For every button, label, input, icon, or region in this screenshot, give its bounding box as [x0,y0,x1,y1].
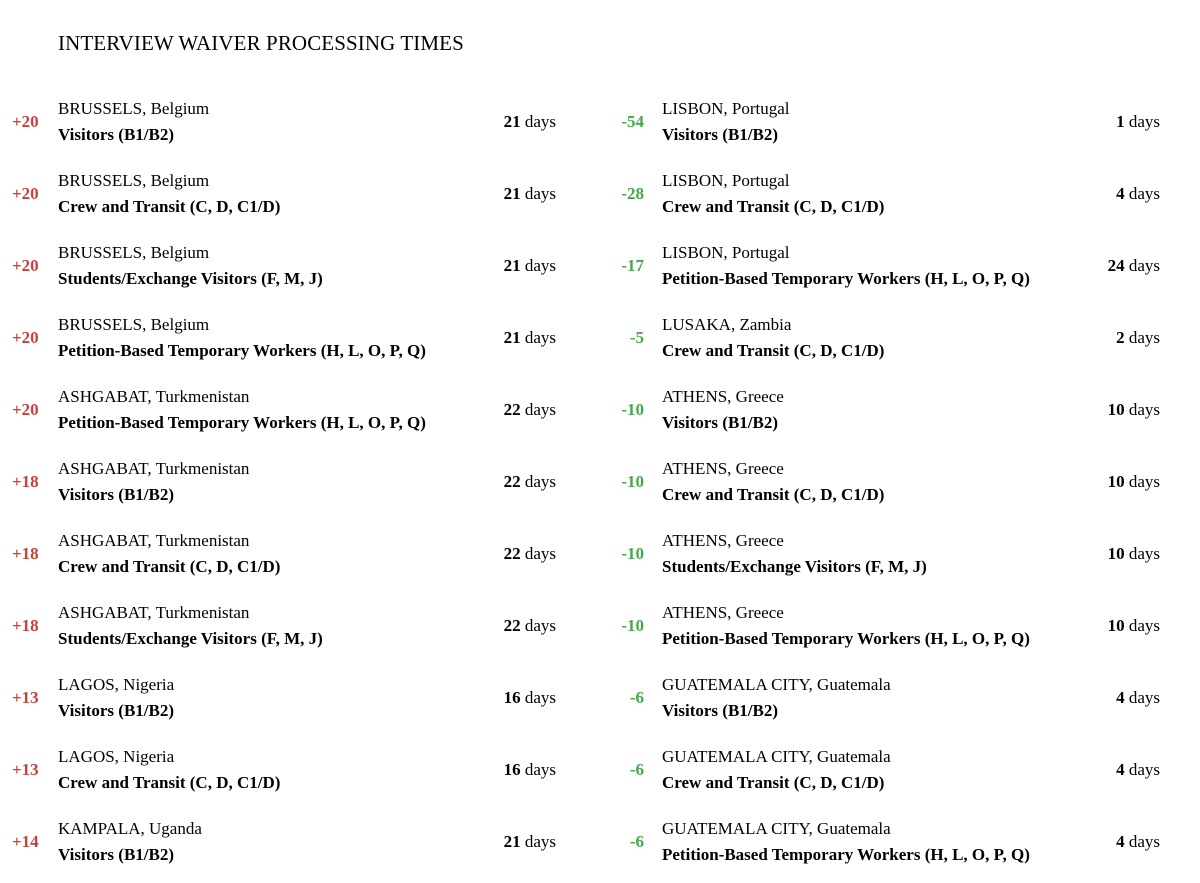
processing-time [504,184,556,204]
list-item [0,240,600,312]
processing-days-unit: days [1128,184,1160,203]
processing-days-value: 21 [503,832,521,851]
visa-category: Visitors (B1/B2) [58,701,175,720]
processing-time [504,112,556,132]
processing-days-unit: days [524,760,556,779]
processing-days-unit: days [524,616,556,635]
processing-time [1108,544,1160,564]
processing-time [504,616,556,636]
visa-category: Visitors (B1/B2) [662,701,779,720]
change-value: -10 [621,616,644,635]
post-name: LAGOS, Nigeria [58,747,175,766]
visa-category: Crew and Transit (C, D, C1/D) [662,773,885,792]
processing-time [1108,472,1160,492]
change-value: +13 [12,688,39,707]
processing-time [1116,112,1160,132]
processing-days-value: 22 [503,544,521,563]
visa-category: Petition-Based Temporary Workers (H, L, O, P, Q) [662,845,1030,864]
visa-category: Crew and Transit (C, D, C1/D) [58,197,281,216]
processing-time [1116,760,1160,780]
processing-time [504,400,556,420]
change-value: -28 [621,184,644,203]
processing-days-unit: days [524,544,556,563]
change-value: -10 [621,544,644,563]
processing-days-unit: days [1128,760,1160,779]
post-name: ATHENS, Greece [662,459,784,478]
visa-category: Petition-Based Temporary Workers (H, L, O, P, Q) [58,341,426,360]
processing-days-unit: days [1128,472,1160,491]
post-name: LISBON, Portugal [662,99,790,118]
post-name: ATHENS, Greece [662,531,784,550]
processing-days-value: 21 [503,184,521,203]
processing-time [504,544,556,564]
processing-days-unit: days [1128,256,1160,275]
processing-time [1108,616,1160,636]
change-value: +18 [12,544,39,563]
post-name: LUSAKA, Zambia [662,315,792,334]
processing-days-unit: days [1128,328,1160,347]
visa-category: Visitors (B1/B2) [662,413,779,432]
change-value: +20 [12,328,39,347]
processing-days-value: 10 [1107,544,1125,563]
visa-category: Visitors (B1/B2) [58,125,175,144]
post-name: LAGOS, Nigeria [58,675,175,694]
post-name: BRUSSELS, Belgium [58,315,210,334]
list-item [0,672,600,744]
visa-category: Petition-Based Temporary Workers (H, L, O, P, Q) [662,269,1030,288]
processing-days-value: 21 [503,256,521,275]
processing-time [1116,184,1160,204]
list-item [600,96,1200,168]
change-value: -6 [629,832,644,851]
list-item [0,528,600,600]
list-item [600,600,1200,672]
list-item [600,456,1200,528]
list-item [600,240,1200,312]
processing-days-value: 21 [503,112,521,131]
list-item [0,456,600,528]
post-name: BRUSSELS, Belgium [58,99,210,118]
visa-category: Students/Exchange Visitors (F, M, J) [662,557,927,576]
processing-days-value: 22 [503,616,521,635]
visa-category: Students/Exchange Visitors (F, M, J) [58,269,323,288]
change-value: +13 [12,760,39,779]
list-item [0,312,600,384]
list-item [600,672,1200,744]
processing-time [1108,256,1160,276]
visa-category: Visitors (B1/B2) [58,485,175,504]
processing-days-unit: days [524,328,556,347]
processing-time [1108,400,1160,420]
processing-days-value: 10 [1107,472,1125,491]
post-name: GUATEMALA CITY, Guatemala [662,819,891,838]
post-name: ASHGABAT, Turkmenistan [58,387,250,406]
list-item [0,168,600,240]
visa-category: Crew and Transit (C, D, C1/D) [58,773,281,792]
processing-days-unit: days [524,688,556,707]
visa-category: Visitors (B1/B2) [662,125,779,144]
processing-days-value: 22 [503,400,521,419]
processing-days-value: 4 [1116,760,1125,779]
change-value: +20 [12,184,39,203]
visa-category: Petition-Based Temporary Workers (H, L, O, P, Q) [662,629,1030,648]
processing-days-value: 4 [1116,184,1125,203]
processing-days-unit: days [524,832,556,851]
processing-time [504,328,556,348]
change-value: +18 [12,472,39,491]
change-value: -6 [629,688,644,707]
processing-days-value: 21 [503,328,521,347]
post-name: ASHGABAT, Turkmenistan [58,459,250,478]
processing-days-unit: days [524,184,556,203]
change-value: +18 [12,616,39,635]
list-item [0,744,600,816]
post-name: LISBON, Portugal [662,171,790,190]
list-item [600,816,1200,883]
visa-category: Petition-Based Temporary Workers (H, L, O, P, Q) [58,413,426,432]
visa-category: Visitors (B1/B2) [58,845,175,864]
list-item [600,168,1200,240]
processing-days-value: 22 [503,472,521,491]
list-item [600,384,1200,456]
list-item [600,312,1200,384]
processing-days-unit: days [1128,112,1160,131]
list-item [0,816,600,883]
processing-days-value: 1 [1116,112,1125,131]
list-item [600,528,1200,600]
processing-days-unit: days [1128,400,1160,419]
visa-category: Students/Exchange Visitors (F, M, J) [58,629,323,648]
post-name: GUATEMALA CITY, Guatemala [662,747,891,766]
processing-time [504,688,556,708]
change-value: +20 [12,112,39,131]
processing-days-value: 4 [1116,688,1125,707]
change-value: -10 [621,472,644,491]
processing-time [1116,832,1160,852]
processing-days-value: 10 [1107,400,1125,419]
post-name: ASHGABAT, Turkmenistan [58,531,250,550]
change-value: -10 [621,400,644,419]
decreases-column [600,96,1200,883]
post-name: ATHENS, Greece [662,387,784,406]
post-name: GUATEMALA CITY, Guatemala [662,675,891,694]
visa-category: Crew and Transit (C, D, C1/D) [662,341,885,360]
change-value: +20 [12,400,39,419]
processing-days-unit: days [1128,616,1160,635]
processing-days-value: 10 [1107,616,1125,635]
processing-days-unit: days [524,400,556,419]
list-item [600,744,1200,816]
processing-days-value: 2 [1116,328,1125,347]
list-item [0,384,600,456]
visa-category: Crew and Transit (C, D, C1/D) [662,485,885,504]
list-item [0,600,600,672]
increases-column [0,96,600,883]
processing-time [1116,328,1160,348]
change-value: -54 [621,112,644,131]
change-value: -6 [629,760,644,779]
post-name: ASHGABAT, Turkmenistan [58,603,250,622]
processing-days-value: 16 [503,760,521,779]
processing-time [504,760,556,780]
processing-days-value: 16 [503,688,521,707]
processing-time [504,832,556,852]
processing-time [504,256,556,276]
processing-days-unit: days [524,112,556,131]
processing-days-unit: days [524,256,556,275]
processing-time [1116,688,1160,708]
processing-days-unit: days [1128,544,1160,563]
post-name: KAMPALA, Uganda [58,819,202,838]
list-item [0,96,600,168]
visa-category: Crew and Transit (C, D, C1/D) [58,557,281,576]
processing-days-unit: days [1128,688,1160,707]
post-name: BRUSSELS, Belgium [58,243,210,262]
post-name: BRUSSELS, Belgium [58,171,210,190]
change-value: -17 [621,256,644,275]
processing-days-value: 4 [1116,832,1125,851]
change-value: +20 [12,256,39,275]
processing-days-value: 24 [1107,256,1125,275]
visa-category: Crew and Transit (C, D, C1/D) [662,197,885,216]
processing-time [504,472,556,492]
post-name: ATHENS, Greece [662,603,784,622]
change-value: -5 [629,328,644,347]
post-name: LISBON, Portugal [662,243,790,262]
processing-days-unit: days [524,472,556,491]
change-value: +14 [12,832,39,851]
page-title: INTERVIEW WAIVER PROCESSING TIMES [58,31,464,55]
processing-days-unit: days [1128,832,1160,851]
